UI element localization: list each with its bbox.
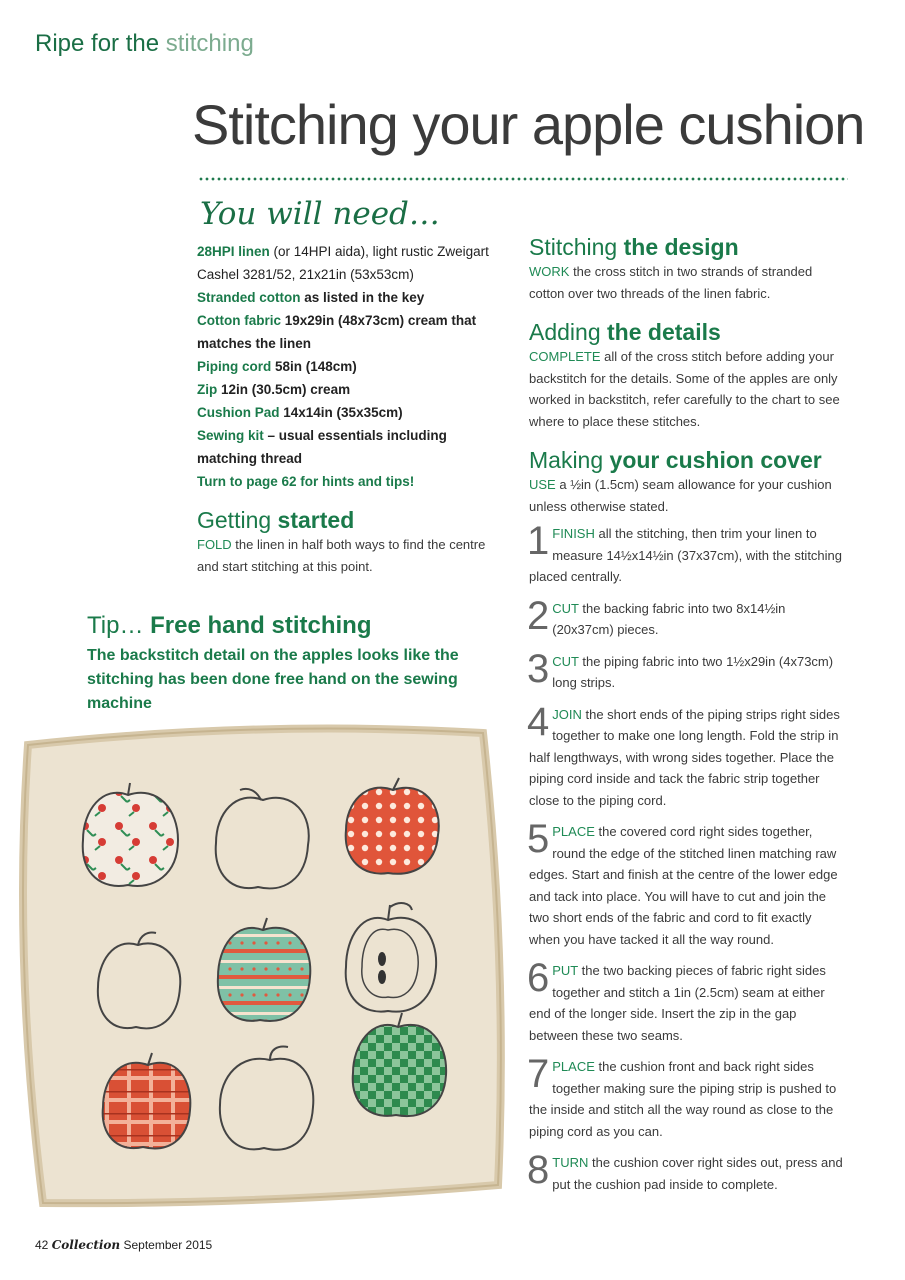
page-title: Stitching your apple cushion: [192, 93, 865, 156]
materials-list: [197, 240, 502, 493]
making-text: USE a ½in (1.5cm) seam allowance for your cushion unless otherwise stated.: [529, 477, 832, 514]
step-number: 8: [527, 1148, 550, 1192]
step-item: 4 JOIN the short ends of the piping strips right sides together to make one long length. Fold the strip in half lengthways, with wrong sides together. Place the piping cord inside and tack the fabric strip together close to the piping cord.: [527, 699, 840, 808]
making-heading: Making your cushion cover: [529, 447, 822, 473]
getting-started-section: [197, 506, 502, 577]
step-number: 6: [527, 956, 550, 1000]
hints-tip-link: Turn to page 62 for hints and tips!: [197, 474, 415, 489]
section-label: [35, 30, 254, 58]
page-footer: [35, 1238, 212, 1252]
step-item: 5 PLACE the covered cord right sides together, round the edge of the stitched linen matching raw edges. Start and finish at the centre of the lower edge and tack into place. You will have to cut and join the two short ends of the fabric and cord to fit exactly when you have tacked it all the way round.: [527, 817, 838, 947]
step-item: 8 TURN the cushion cover right sides out, press and put the cushion pad inside to complete.: [527, 1148, 843, 1192]
step-number: 5: [527, 817, 550, 861]
getting-started-heading: Getting started: [197, 507, 355, 533]
you-will-need-heading: You will need…: [200, 196, 440, 232]
material-item: Piping cord 58in (148cm): [197, 359, 357, 374]
section-label-light: stitching: [165, 30, 254, 57]
getting-started-text: FOLD the linen in half both ways to find the centre and start stitching at this point.: [197, 537, 486, 574]
material-item: Zip 12in (30.5cm) cream: [197, 382, 351, 397]
making-section: [529, 446, 845, 517]
tip-heading: Tip… Free hand stitching: [87, 612, 372, 639]
magazine-brand: Collection: [51, 1238, 121, 1252]
step-number: 1: [527, 519, 550, 563]
design-heading: Stitching the design: [529, 234, 739, 260]
details-section: [529, 318, 845, 432]
step-item: 3 CUT the piping fabric into two 1½x29in (4x73cm) long strips.: [527, 646, 834, 691]
material-item: 28HPI linen (or 14HPI aida), light rustic Zweigart Cashel 3281/52, 21x21in (53x53cm): [197, 244, 489, 282]
tip-box: [87, 612, 487, 716]
step-number: 3: [527, 646, 550, 691]
material-item: Cotton fabric 19x29in (48x73cm) cream that matches the linen: [197, 313, 477, 351]
step-number: 4: [527, 699, 550, 744]
step-number: 7: [527, 1052, 550, 1096]
material-item: Sewing kit – usual essentials including matching thread: [197, 428, 447, 466]
design-section: [529, 233, 845, 304]
details-text: COMPLETE all of the cross stitch before adding your backstitch for the details. Some of the apples are only worked in backstitch, refer carefully to the chart to see where to place these stitches.: [529, 349, 840, 429]
instructions-column: [529, 233, 845, 1205]
issue-date: September 2015: [123, 1238, 213, 1252]
material-item: Stranded cotton as listed in the key: [197, 290, 425, 305]
step-item: 7 PLACE the cushion front and back right sides together making sure the piping strip is pushed to the inside and stitch all the way round as close to the piping cord as you can.: [527, 1052, 837, 1139]
step-item: 6 PUT the two backing pieces of fabric right sides together and stitch a 1in (2.5cm) seam at either end of the longer side. Insert the zip in the gap between these two seams.: [527, 956, 826, 1043]
step-number: 2: [527, 593, 550, 638]
dotted-divider: [198, 176, 848, 184]
design-text: WORK the cross stitch in two strands of stranded cotton over two threads of the linen fabric.: [529, 264, 813, 301]
details-heading: Adding the details: [529, 319, 721, 345]
apple-cushion-illustration: [8, 715, 520, 1215]
tip-text: The backstitch detail on the apples looks like the stitching has been done free hand on the sewing machine: [87, 647, 459, 712]
material-item: Cushion Pad 14x14in (35x35cm): [197, 405, 403, 420]
step-item: 1 FINISH all the stitching, then trim your linen to measure 14½x14½in (37x37cm), with the stitching placed centrally.: [527, 519, 843, 584]
page-number: 42: [35, 1238, 49, 1252]
section-label-main: Ripe for the: [35, 30, 160, 57]
step-item: 2 CUT the backing fabric into two 8x14½in (20x37cm) pieces.: [527, 593, 786, 638]
